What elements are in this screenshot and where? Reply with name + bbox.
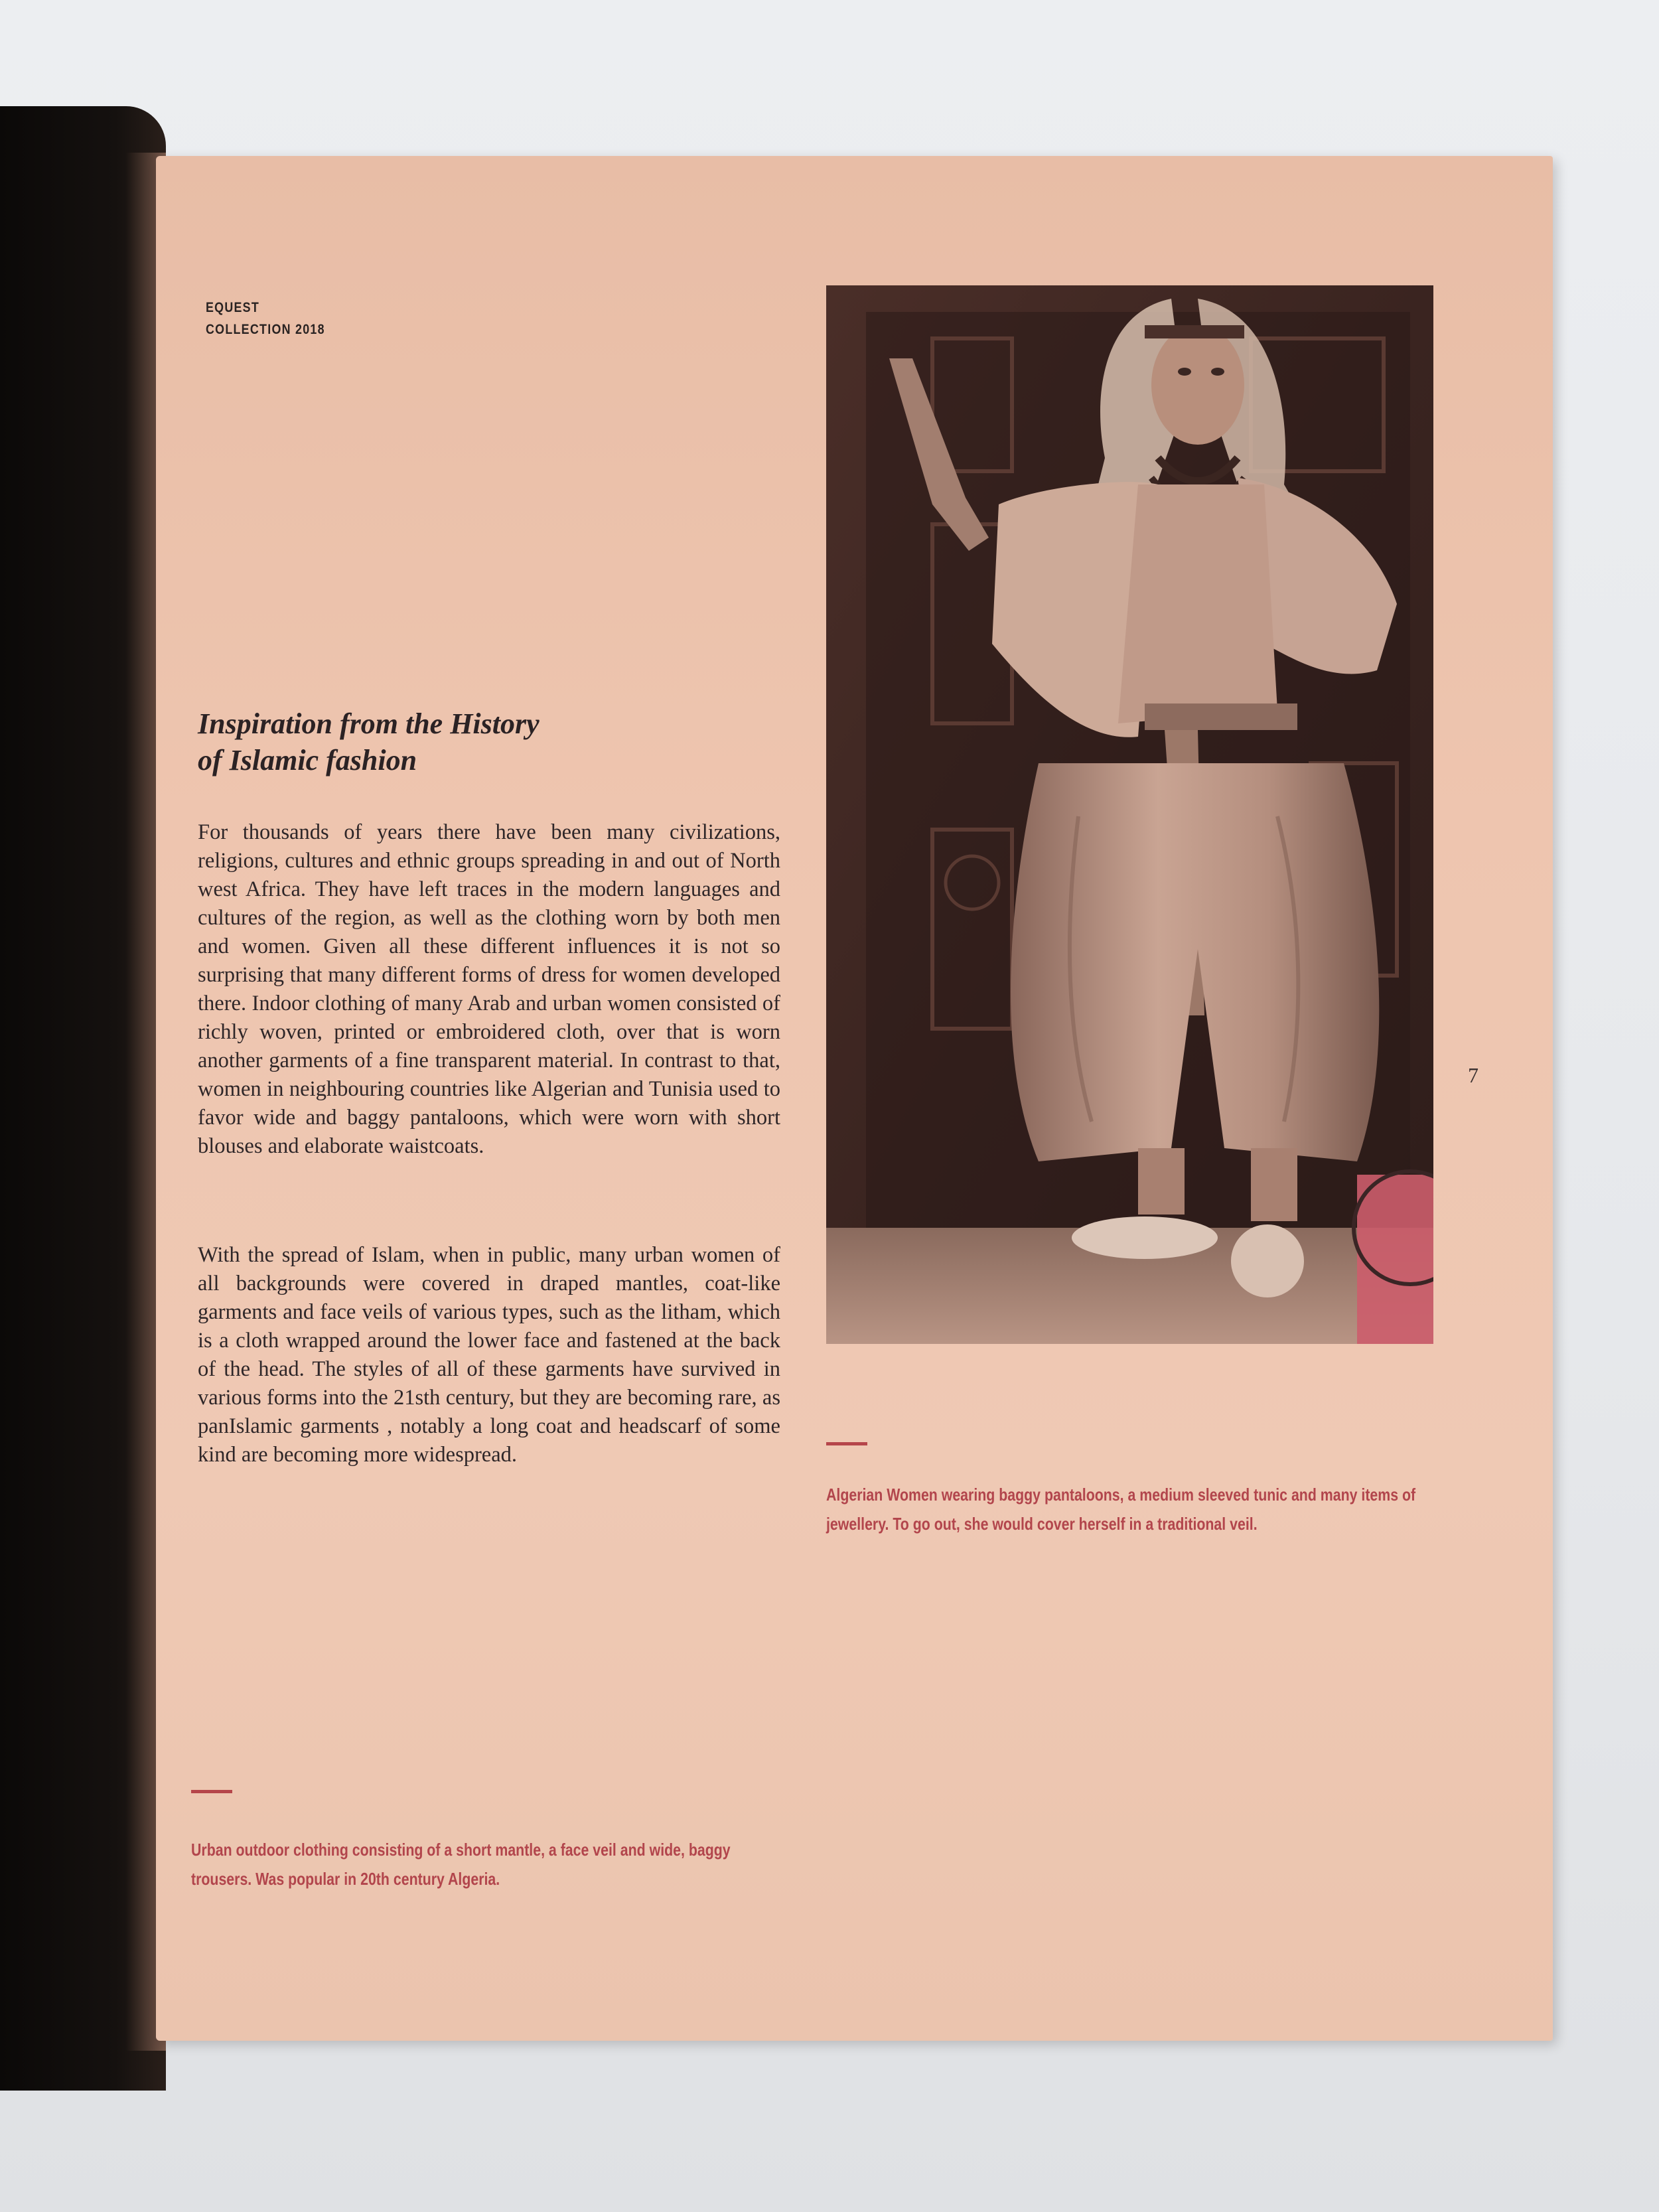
article-paragraph-2: With the spread of Islam, when in public, many urban women of all backgrounds were covered in draped mantles, coat-like garments and face veils of various types, such as the litham, which is a cloth wrapped around the lower face and fastened at the back of the head. The styles of all of these garments have survived in various forms into the 21sth century, but they are becoming rare, as panIslamic garments , notably a long coat and headscarf of some kind are becoming more widespread. <box>198 1243 780 1467</box>
postage-stamp-icon <box>1357 1175 1433 1344</box>
page-number: 7 <box>1468 1063 1479 1087</box>
brand-name: EQUEST <box>206 300 260 315</box>
caption-rule-right <box>826 1442 867 1445</box>
title-line-1: Inspiration from the History <box>198 707 540 740</box>
title-line-2: of Islamic fashion <box>198 744 417 776</box>
article-title <box>198 705 795 778</box>
historical-photo-algerian-woman <box>826 285 1433 1344</box>
caption-rule-left <box>191 1790 232 1793</box>
brand-header <box>206 297 325 340</box>
article-paragraph-1: For thousands of years there have been many civilizations, religions, cultures and ethnic groups spreading in and out of North west Africa. They have left traces in the modern languages and cultures of the region, as well as the clothing worn by both men and women. Given all these different influences it is not so surprising that many different forms of dress for women developed there. Indoor clothing of many Arab and urban women consisted of richly woven, printed or embroidered cloth, over that is worn another garments of a fine transparent material. In contrast to that, women in neighbouring countries like Algerian and Tunisia used to favor wide and baggy pantaloons, which were worn with short blouses and elaborate waistcoats. <box>198 820 780 1158</box>
collection-label: COLLECTION 2018 <box>206 321 325 337</box>
bottom-caption: Urban outdoor clothing consisting of a short mantle, a face veil and wide, baggy trousers. Was popular in 20th century Algeria. <box>191 1840 731 1889</box>
photo-illustration <box>826 285 1433 1344</box>
photo-caption: Algerian Women wearing baggy pantaloons, a medium sleeved tunic and many items of jewellery. To go out, she would cover herself in a traditional veil. <box>826 1485 1416 1534</box>
